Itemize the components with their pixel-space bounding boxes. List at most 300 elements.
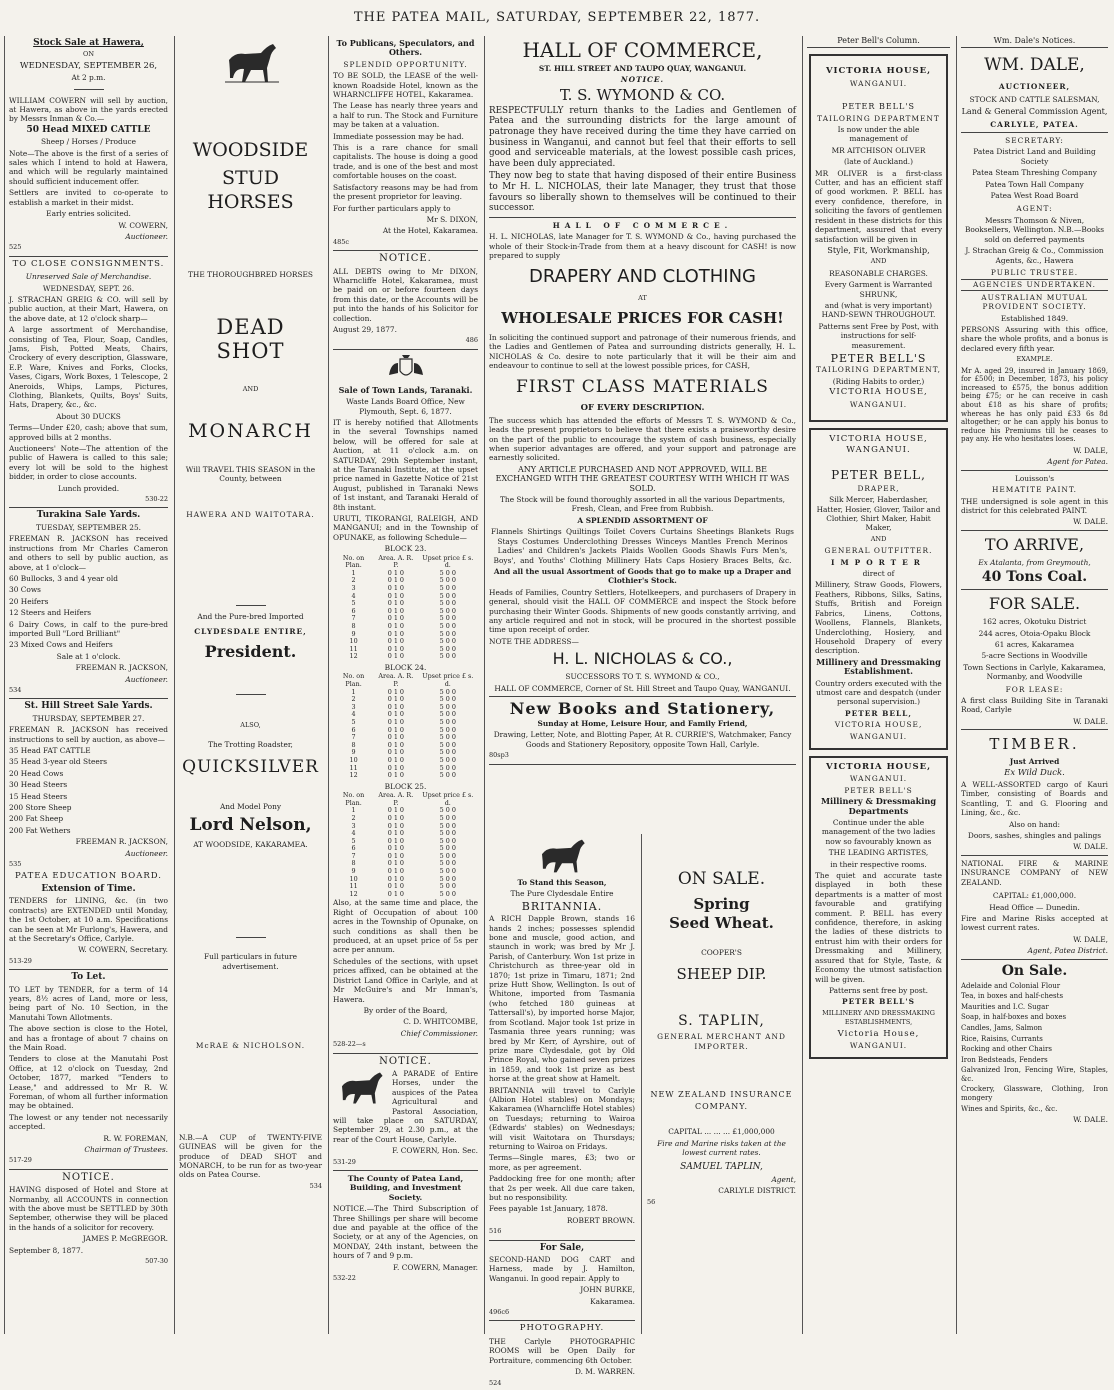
nb-text: N.B.—A CUP of TWENTY-FIVE GUINEAS will be given for the produce of DEAD SHOT and MONARCH, to be run for as two-year olds on Patea Course. [179,1132,322,1180]
table-cell: 7 [351,733,356,742]
table-cell: 0 1 0 [387,695,404,704]
coat-of-arms-icon [383,353,429,383]
lots-schedule [333,544,478,898]
to-let-ref: 517-29 [9,1156,32,1165]
town-lands-title: Sale of Town Lands, Taranaki. [338,384,473,395]
stock-sale-on: ON [82,50,95,59]
table-cell: 5 0 0 [439,591,456,600]
table-cell: 6 [351,844,356,853]
ad1-body: Is now under the able management of [837,125,920,144]
building-body: NOTICE.—The Third Subscription of Three Shillings per share will become due and payable at the office of the Society, or at any of the Agencies, on MONDAY, 24th instant, between the hours of 7 and 9 p.m. [333,1204,478,1261]
arrive-sub: Ex Atalanta, from Greymouth, [978,557,1091,567]
education-sign: W. COWERN, Secretary. [78,945,168,955]
col6-header: Wm. Dale's Notices. [961,36,1108,48]
books-ref: 80sp3 [489,751,509,760]
table-cell: 9 [351,748,356,757]
table-cell: 5 0 0 [439,740,456,749]
hall-address: ST. HILL STREET AND TAUPO QUAY, WANGANUI. [538,64,747,73]
table-cell: 5 0 0 [439,867,456,876]
stock-sale-date: WEDNESDAY, SEPTEMBER 26, [19,60,158,71]
list-item: Iron Bedsteads, Fenders [961,1055,1048,1064]
lots-table [333,673,478,779]
table-cell: 5 0 0 [439,702,456,711]
ad2-direct: direct of [862,569,895,579]
list-item: 35 Head FAT CATTLE [9,746,91,755]
dale-sign2: W. DALE. [1073,517,1108,527]
table-cell: 0 1 0 [387,748,404,757]
table-cell: 10 [349,637,358,646]
table-header-cell: Area. A. R. P. [378,672,414,688]
turakina-body: FREEMAN R. JACKSON has received instructions from Mr Charles Cameron and others to sell by public auction, as above, at 1 o'clock— [9,534,168,572]
education-sub: Extension of Time. [41,883,136,894]
table-cell: 5 0 0 [439,717,456,726]
list-item: 60 Bullocks, 3 and 4 year old [9,573,118,583]
list-item: Messrs Thomson & Niven, Booksellers, Wellington. N.B.—Books sold on deferred payments [964,215,1105,244]
to-let-body: TO LET by TENDER, for a term of 14 years, 8½ acres of Land, more or less, being part of No. 10 Section, in the Manutahi Town Allotments. [9,984,168,1022]
books-body: Drawing, Letter, Note, and Blotting Paper, At R. CURRIE'S, Watchmaker, Fancy Goods and Stationery Repository, opposite Town Hall, Carlyle. [493,730,792,749]
ad3-body: Continue under the able management of the two ladies now so favourably known as [821,818,936,846]
publicans-place: At the Hotel, Kakaramea. [382,226,478,236]
paint-title: HEMATITE PAINT. [991,485,1078,495]
every-text: OF EVERY DESCRIPTION. [580,403,705,414]
ad2-trade: DRAPER, [857,483,900,493]
stock-sale-role: Auctioneer. [125,231,168,241]
britannia-route: BRITANNIA will travel to Carlyle (Albion Hotel stables) on Mondays; Kakaramea (Wharncliffe Hotel stables) on Tuesdays; returning to Wairoa (Edwards' stables) on Wednesdays; will visit Waitotara on Thursdays; returning to Wairoa on Fridays. [489,1085,635,1151]
table-cell: 12 [349,771,358,780]
table-cell: 4 [351,591,356,600]
list-item: 30 Cows [9,585,41,595]
list-item: Maurities and I.C. Sugar [961,1002,1049,1011]
table-cell: 5 0 0 [439,568,456,577]
horse-dead-shot: DEAD SHOT [216,315,285,364]
turakina-items [9,574,168,650]
town-lands-office: Waste Lands Board Office, New Plymouth, Sept. 6, 1877. [346,397,465,416]
table-cell: 11 [349,763,358,772]
building-title: The County of Patea Land, Building, and Investment Society. [347,1174,464,1202]
travel-text: Will TRAVEL THIS SEASON in the County, between [185,464,316,484]
education-ref: 513-29 [9,956,32,965]
list-item: Wines and Spirits, &c., &c. [961,1104,1058,1113]
table-cell: 0 1 0 [387,771,404,780]
table-row [333,891,478,899]
splendid-text: A SPLENDID ASSORTMENT OF [577,515,708,525]
table-cell: 2 [351,695,356,704]
turakina-ref: 534 [9,685,22,694]
list-item: 244 acres, Otoia-Opaku Block [978,628,1091,638]
table-cell: 0 1 0 [387,591,404,600]
ad3-house2: Victoria House, [837,1028,920,1039]
table-cell: 5 0 0 [439,599,456,608]
table-cell: 5 0 0 [439,576,456,585]
ad1-p1: MR OLIVER is a first-class Cutter, and has an efficient staff of good workmen. P. BELL has every confidence, therefore, in soliciting the favors of gentlemen resident in these districts for this department, assured that every satisfaction will be given in [815,168,942,244]
table-cell: 0 1 0 [387,629,404,638]
taplin-ad [641,834,801,1334]
table-cell: 7 [351,851,356,860]
list-item: 162 acres, Okotuku District [982,617,1087,627]
britannia-sign: ROBERT BROWN. [566,1215,635,1225]
table-cell: 0 1 0 [387,874,404,883]
place-text: AT WOODSIDE, KAKARAMEA. [193,840,308,850]
ad2-town2: WANGANUI. [849,731,908,741]
books-title: New Books and Stationery, [509,698,776,718]
ad2-body: Silk Mercer, Haberdasher, Hatter, Hosier, Glover, Tailor and Clothier, Shirt Maker, Habit Maker, [816,495,941,533]
list-item: Adelaide and Colonial Flour [961,981,1061,990]
consign-title: TO CLOSE CONSIGNMENTS. [12,258,165,269]
ad1-mgr: MR AITCHISON OLIVER [831,145,926,155]
established-text: Established 1849. [1000,313,1069,323]
horse-monarch: MONARCH [188,419,313,442]
example-text: Mr A. aged 29, insured in January 1869, for £500; in December, 1873, his policy increased to £575, the bonus addition being £75; or he can receive in cash about £18 as his share of profits; whereas he has only paid £33 6s 8d altogether; or he can apply his bonus to reduce his Premiums till he ceases to pay any. He who hesitates loses. [961,366,1108,444]
table-cell: 5 [351,836,356,845]
agencies-text: AGENCIES UNDERTAKEN. [961,279,1108,290]
table-cell: 9 [351,629,356,638]
table-cell: 5 0 0 [439,755,456,764]
education-title: PATEA EDUCATION BOARD. [15,871,162,882]
table-cell: 0 1 0 [387,717,404,726]
ad1-name2: PETER BELL'S [830,351,927,365]
table-header-cell: No. on Plan. [342,553,365,570]
hall-corner-text: HALL OF COMMERCE, Corner of St. Hill Street and Taupo Quay, WANGANUI. [494,683,791,693]
dale-sign4: W. DALE. [1073,842,1108,852]
list-item: Soap, in half-boxes and boxes [961,1013,1067,1022]
column-6 [956,36,1112,1334]
list-item: Patea District Land and Building Society [973,147,1096,166]
britannia-fees: Fees payable 1st January, 1878. [489,1204,608,1214]
table-cell: 5 0 0 [439,763,456,772]
table-cell: 0 1 0 [387,836,404,845]
list-item: J. Strachan Greig & Co., Commission Agents, &c., Hawera [965,246,1104,265]
list-item: 15 Head Steers [9,791,68,801]
table-cell: 7 [351,614,356,623]
table-cell: 1 [351,806,356,815]
table-cell: 0 1 0 [387,882,404,891]
hall-body1: RESPECTFULLY return thanks to the Ladies and Gentlemen of Patea and the surrounding districts for the large amount of patronage they have received during the time they have carried on business in Wanganui, and cannot but feel that their efforts to sell good and serviceable materials, at the lowest possible cash prices, have been duly appreciated. [489,105,796,169]
table-cell: 0 1 0 [387,568,404,577]
table-cell: 5 0 0 [439,614,456,623]
town-lands-sign: C. D. WHITCOMBE, [403,1017,478,1027]
consign-lunch: Lunch provided. [57,483,120,493]
column-3 [328,36,482,1334]
ad3-dept: Millinery & Dressmaking Departments [820,796,937,816]
ad1-and: AND [870,257,887,266]
ad2-importer: IMPORTER [831,557,926,567]
stock-sale-body: WILLIAM COWERN will sell by auction, at Hawera, as above in the yards erected by Messrs Inman & Co.— [9,95,168,124]
ad2-mill: Millinery and Dressmaking Establishment. [816,656,941,677]
column-1 [4,36,172,1334]
britannia-pure: The Pure Clydesdale Entire [510,889,614,899]
taplin-ref: 56 [647,1197,656,1206]
building-ref: 532-22 [333,1274,356,1283]
taplin-trade: GENERAL MERCHANT AND IMPORTER. [657,1032,786,1051]
seed-wheat-title: Seed Wheat. [669,914,774,932]
table-cell: 0 1 0 [387,844,404,853]
capital-text: CAPITAL: £1,000,000. [992,891,1077,901]
table-cell: 3 [351,702,356,711]
ad2-outfitter: GENERAL OUTFITTER. [824,546,933,556]
dale-role5: Agent, Patea District. [1027,946,1108,956]
photo-body: THE Carlyle PHOTOGRAPHIC ROOMS will be Open Daily for Portraiture, commencing 6th October. [489,1336,635,1365]
ad1-house2: VICTORIA HOUSE, [829,387,928,398]
ad1-dept: TAILORING DEPARTMENT [817,113,940,123]
table-cell: 5 0 0 [439,821,456,830]
table-cell: 5 0 0 [439,606,456,615]
spring-title: Spring [693,895,750,913]
publicans-ref: 485c [333,237,350,246]
table-cell: 4 [351,829,356,838]
dale-sign1: W. DALE, [1073,445,1108,455]
to-let-title: To Let. [71,972,106,983]
publicans-p6: For further particulars apply to [333,203,451,213]
table-cell: 0 1 0 [387,829,404,838]
ad1-charges: REASONABLE CHARGES. [829,268,928,278]
table-cell: 6 [351,606,356,615]
sheep-dip-title: SHEEP DIP. [676,965,767,984]
consign-body: J. STRACHAN GREIG & CO. will sell by public auction, at their Mart, Hawera, on the above date, at 12 o'clock sharp— [9,294,168,323]
table-cell: 5 0 0 [439,748,456,757]
table-cell: 5 0 0 [439,652,456,661]
ad1-house: VICTORIA HOUSE, [825,66,932,77]
table-cell: 5 0 0 [439,622,456,631]
dale-role1: Agent for Patea. [1047,457,1108,467]
wholesale-title: WHOLESALE PRICES FOR CASH! [501,308,784,327]
ad3-house: VICTORIA HOUSE, [825,761,932,772]
table-cell: 8 [351,622,356,631]
district-text: CARLYLE DISTRICT. [718,1186,796,1196]
and-text: AND [242,385,259,394]
publicans-title: To Publicans, Speculators, and Others. [336,38,475,58]
ad1-dept2: TAILORING DEPARTMENT, [816,365,941,375]
ad2-country: Country orders executed with the utmost care and despatch (under personal supervision.) [815,678,942,707]
notice1-date: August 29, 1877. [333,324,397,334]
hall-of-commerce-title: HALL OF COMMERCE, [522,38,763,62]
table-cell: 12 [349,652,358,661]
publicans-p4: This is a rare chance for small capitalists. The house is doing a good trade, and is one of the best and most comfortable houses on the coast. [333,143,478,181]
agent-label: AGENT: [1016,204,1053,214]
trotting-text: The Trotting Roadster, [208,740,293,750]
ad2-house2: VICTORIA HOUSE, [834,720,923,730]
ad3-name: PETER BELL'S [844,785,913,795]
table-header-cell: No. on Plan. [342,672,365,688]
dale-sign5: W. DALE, [1073,934,1108,944]
goods-list: Flannels Shirtings Quiltings Toilet Covers Curtains Sheetings Blankets Rugs Stays Costumes Underclothing Dresses Winceys Mantles French Merinos Ladies' and Children's Jackets Plaids Woollen Goods Shawls Furs Men's, Boys', and Youths' Clothing Millinery Hats Caps Hosiery Braces Belts, &c. [491,527,794,565]
ad1-mgr-sub: (late of Auckland.) [843,157,914,167]
notice-title: NOTICE. [62,1171,115,1183]
list-item: Crockery, Glassware, Clothing, Iron mongery [961,1085,1108,1103]
table-header-cell: Upset price £ s. d. [422,672,474,688]
notice-sign: JAMES P. McGREGOR. [82,1234,168,1244]
mutual-text: AUSTRALIAN MUTUAL PROVIDENT SOCIETY. [981,292,1088,312]
table-header-cell: Area. A. R. P. [378,791,414,807]
list-item: Patea Steam Threshing Company [972,168,1097,178]
table-header-cell: Upset price £ s. d. [422,791,474,807]
table-cell: 0 1 0 [387,821,404,830]
table-cell: 0 1 0 [387,725,404,734]
any-article: ANY ARTICLE PURCHASED AND NOT APPROVED, WILL BE EXCHANGED WITH THE GREATEST COURTESY WITH WHICH IT WAS SOLD. [495,464,790,493]
table-cell: 0 1 0 [387,652,404,661]
consign-ducks: About 30 DUCKS [56,411,121,421]
town-lands-ref: 528-22—s [333,1040,366,1049]
notice-label: NOTICE. [620,75,665,85]
table-cell: 0 1 0 [387,806,404,815]
forsale-title: FOR SALE. [988,594,1081,614]
owners-text: McRAE & NICHOLSON. [195,1041,306,1051]
hall-body2: They now beg to state that having disposed of their entire Business to Mr H. L. NICHOLAS, their late Manager, they trust that those favours so liberally shown to themselves will be continued to their successor. [489,171,796,214]
table-cell: 0 1 0 [387,576,404,585]
table-cell: 5 0 0 [439,771,456,780]
publicans-body: TO BE SOLD, the LEASE of the well-known Roadside Hotel, known as the WHARNCLIFFE HOTEL, Kakaramea. [333,71,478,100]
horse-engraving-icon [527,836,597,876]
notice1-ref: 486 [465,336,478,345]
risks-text: Fire and Marine risks taken at the lowest current rates. [657,1138,786,1158]
ad3-est: MILLINERY AND DRESSMAKING ESTABLISHMENTS, [822,1008,935,1027]
table-cell: 0 1 0 [387,710,404,719]
photo-sign: D. M. WARREN. [574,1367,635,1377]
paint-body: THE undersigned is sole agent in this district for this celebrated PAINT. [961,496,1108,515]
louisson-text: Louisson's [1014,473,1055,483]
lease-title: FOR LEASE: [1005,684,1064,694]
coopers-text: COOPER'S [701,948,742,957]
column-5 [802,36,954,1334]
notice-body: HAVING disposed of Hotel and Store at Normanby, all ACCOUNTS in connection with the above must be SETTLED by 30th September, otherwise they will be placed in the hands of a solicitor for recovery. [9,1185,168,1232]
capital-text: CAPITAL ... ... ... £1,000,000 [668,1127,775,1137]
table-cell: 0 1 0 [387,851,404,860]
ad3-sub: in their respective rooms. [830,859,927,869]
table-cell: 0 1 0 [387,755,404,764]
table-cell: 5 0 0 [439,629,456,638]
table-cell: 5 0 0 [439,813,456,822]
britannia-ad [485,834,639,1390]
hill-st-sign: FREEMAN R. JACKSON, [75,837,168,847]
draper-ad [809,428,948,750]
parade-title: NOTICE. [379,1055,432,1067]
list-item: 12 Steers and Heifers [9,608,92,618]
list-item: 20 Head Cows [9,768,64,778]
stock-sale-sub: Sheep / Horses / Produce [40,137,137,147]
table-cell: 2 [351,813,356,822]
ad1-hand: and (what is very important) HAND-SEWN THROUGHOUT. [821,300,936,320]
hall-body8: Heads of Families, Country Settlers, Hotelkeepers, and purchasers of Drapery in general, should visit the HALL OF COMMERCE and inspect the Stock before purchasing their Winter Goods. Shipments of new goods constantly arriving, and any article required and not in stock, will be procured in the shortest possible time upon receipt of order. [489,587,796,635]
notice-date: September 8, 1877. [9,1245,84,1255]
column-2 [174,36,326,1334]
table-cell: 6 [351,725,356,734]
town-lands-towns: URUTI, TIKORANGI, RALEIGH, AND MANGANUI; and in the Township of OPUNAKE, as following Schedule— [333,514,478,542]
dale-stock: STOCK AND CATTLE SALESMAN, [969,94,1100,104]
table-cell: 10 [349,755,358,764]
table-cell: 11 [349,644,358,653]
stud-horses-title: STUD HORSES [207,167,294,213]
table-cell: 4 [351,710,356,719]
britannia-stand: To Stand this Season, [517,878,607,887]
table-header-row [333,792,478,807]
block-title: BLOCK 23. [384,544,427,554]
timber-body: A WELL-ASSORTED cargo of Kauri Timber, consisting of Boards and Scantling, T. and G. Flooring and Lining, &c., &c. [961,780,1108,818]
table-cell: 5 0 0 [439,882,456,891]
table-cell: 5 0 0 [439,725,456,734]
arrive-title: TO ARRIVE, [984,534,1085,554]
table-cell: 0 1 0 [387,637,404,646]
onsale-title: On Sale. [1001,962,1068,979]
horse-engraving-icon [221,38,281,88]
also-text: ALSO, [240,720,261,729]
hill-st-date: THURSDAY, SEPTEMBER 27. [32,713,145,723]
table-cell: 0 1 0 [387,813,404,822]
town-lands-role: Chief Commissioner. [400,1028,478,1038]
table-cell: 5 0 0 [439,733,456,742]
particulars-text: Full particulars in future advertisement. [204,952,297,971]
notice1-body: ALL DEBTS owing to Mr DIXON, Wharncliffe Hotel, Kakaramea, must be paid on or before fourteen days from this date, or the Accounts will be put into the hands of his Solicitor for collection. [333,266,478,323]
table-cell: 10 [349,874,358,883]
britannia-body: A RICH Dapple Brown, stands 16 hands 2 inches; possesses splendid bone and muscle, good action, and staunch in work; was bred by Mr J. Parish, of Canterbury. Won 1st prize in Christchurch as three-year old in 1870; 1st prize in Timaru, 1871; 2nd prize Hutt Show, Wellington. Is out of Whitone, imported from Tasmania (who fetched 180 guineas at Tattersall's), by imported horse Major, from Scotland. Major took 1st prize in Tasmania three years running; was bred by Mr Kerr, of Ayrshire, out of prize mare Clydesdale, got by Old Prince Royal, who gained seven prizes in 1859, and took 1st prize as best horse at the great show at Hamelt. [489,914,635,1084]
list-item: 200 Store Sheep [9,803,72,813]
hill-st-items [9,746,168,835]
horse-quicksilver: QUICKSILVER [182,756,319,777]
hand-body: Doors, sashes, shingles and palings [967,831,1102,841]
hall-body7: And all the usual Assortment of Goods that go to make up a Draper and Clothier's Stock. [493,566,792,586]
list-item: Galvanized Iron, Fencing Wire, Staples, &c. [961,1066,1108,1083]
arrived-text: Just Arrived [1009,757,1060,767]
town-lands-schedules: Schedules of the sections, with upset prices affixed, can be obtained at the District Land Office in Carlyle, and at Mr McGuire's and Mr Inman's, Hawera. [333,956,478,1004]
table-cell: 0 1 0 [387,584,404,593]
lots-table [333,555,478,661]
dale-sign3: W. DALE. [1073,716,1108,726]
britannia-paddock: Paddocking free for one month; after that 2s per week. All due care taken, but no responsibility. [489,1174,635,1202]
table-cell: 5 [351,599,356,608]
millinery-ad [809,756,948,1059]
table-cell: 0 1 0 [387,740,404,749]
table-cell: 0 1 0 [387,859,404,868]
imported-text: And the Pure-bred Imported [197,612,304,622]
list-item: Patea West Road Board [990,191,1079,201]
dale-sign6: W. DALE. [1073,1115,1108,1125]
dale-role: AUCTIONEER, [998,82,1071,92]
ad1-name: PETER BELL'S [842,102,915,112]
table-cell: 0 1 0 [387,702,404,711]
stock-sale-title: Stock Sale at Hawera, [33,38,144,48]
consign-list: A large assortment of Merchandise, consisting of Tea, Flour, Soap, Candles, Jams, Fish, Potted Meats, Chairs, Crockery of every description, Glassware, E.P. Ware, Knives and Forks, Clocks, Vases, Cigars, Work Boxes, 1 Telescope, 2 Aneroids, Whips, Lamps, Pictures, Clothing, Blankets, Quilts, Boys' Suits, Hats, Drapery, &c., &c. [9,325,168,410]
list-item: Tea, in boxes and half-chests [961,992,1064,1001]
list-item: 5-acre Sections in Woodville [981,651,1088,661]
table-cell: 1 [351,568,356,577]
list-item: Rice, Raisins, Currants [961,1034,1043,1043]
list-item: 35 Head 3-year old Steers [9,757,108,767]
ship-text: Ex Wild Duck. [1004,767,1065,778]
col2-ref: 534 [309,1181,322,1190]
table-cell: 8 [351,740,356,749]
ad3-patterns: Patterns sent free by post. [829,985,928,995]
table-header-cell: Area. A. R. P. [378,553,414,570]
to-let-sign: R. W. FOREMAN, [103,1133,168,1143]
table-header-cell: Upset price £ s. d. [422,553,474,570]
hall-body4: In soliciting the continued support and patronage of their numerous friends, and the Ladies and Gentlemen of Patea and surrounding districts generally, H. L. NICHOLAS & Co. desire to note particularly that it will be their aim and endeavour to continue to sell at the lowest possible prices, for CASH, [489,332,796,370]
example-heading: EXAMPLE. [1016,355,1053,364]
thoroughbred-sub: THE THOROUGHBRED HORSES [187,270,313,279]
publicans-p5: Satisfactory reasons may be had from the present proprietor for leaving. [333,182,478,202]
for-sale-place: Kakaramea. [590,1296,635,1306]
table-cell: 3 [351,821,356,830]
ad1-style: Style, Fit, Workmanship, [827,244,930,255]
consign-date: WEDNESDAY, SEPT. 26. [42,283,135,293]
table-cell: 5 0 0 [439,687,456,696]
to-let-p3: Tenders to close at the Manutahi Post Office, at 12 o'clock on Tuesday, 2nd October, 1877, marked "Tenders to Lease," and addressed to Mr R. W. Foreman, of whom all further information may be obtained. [9,1054,168,1111]
ad3-town: WANGANUI. [849,774,908,784]
block-title: BLOCK 25. [384,781,427,791]
list-item: 61 acres, Kakaramea [994,639,1075,649]
table-cell: 5 [351,717,356,726]
table-cell: 5 0 0 [439,829,456,838]
list-item: 6 Dairy Cows, in calf to the pure-bred imported Bull "Lord Brilliant" [9,619,168,638]
table-cell: 5 0 0 [439,695,456,704]
table-header-row [333,673,478,688]
